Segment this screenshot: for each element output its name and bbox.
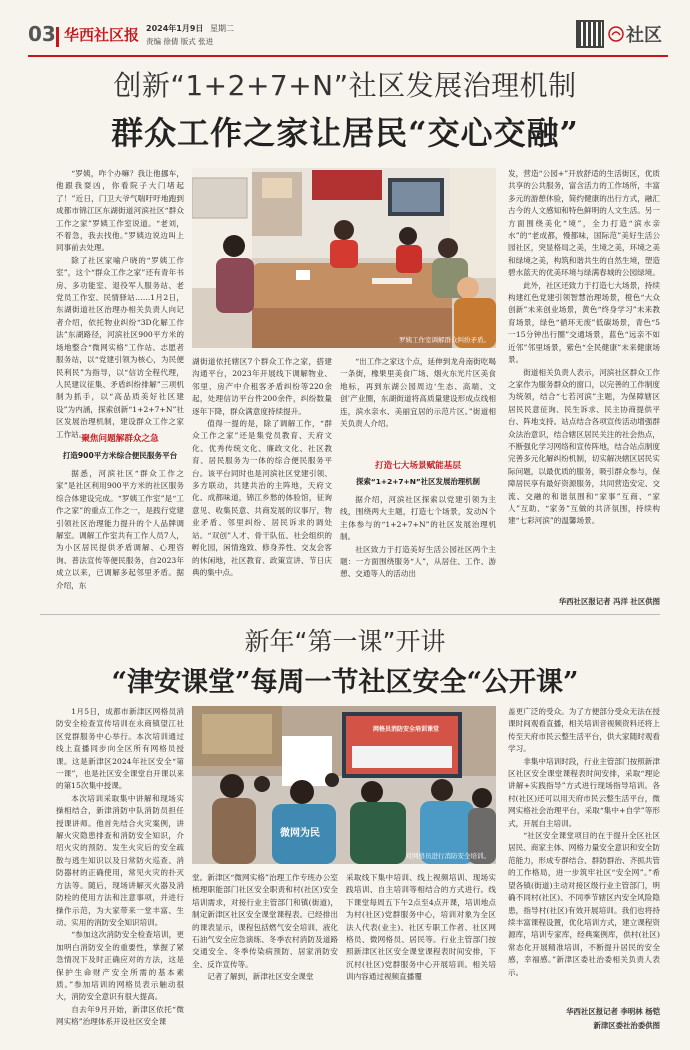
page-number: 03 bbox=[28, 22, 56, 46]
article1-column-1 bbox=[56, 168, 184, 441]
paragraph: 此外，社区还致力于打造七大场景，持续构建红色党建引领智慧治理场景，橙色“大众创新”未来创业场景，黄色“终身学习”未来教育场景，绿色“循环无废”低碳场景，青色“5一15分钟出行圈”交通场景，蓝色“远亲不如近邻”邻里场景，紫色“全民健康”未来健康场景。 bbox=[508, 280, 660, 365]
section-name: 社区 bbox=[626, 25, 662, 46]
paragraph: 除了社区家喻户晓的“罗姨工作室”，这个“群众工作之家”还有青年书房、多功能室、退役军人服务站、老党员工作室、民情驿站……1月2日，东湖街道社区治理办相关负责人向记者介绍，依托物业纠纷“3D化解工作法”东湖路径，河滨社区900平方米的场地整合“微网实格”工作站、志愿者服务站，以“党建引领为核心，为民便民利民”为指导，以“信访全程代理，人民建议征集、矛盾纠纷排解”三项机制为抓手，以“高品质美好社区建设”为内涵，探索创新“1+2+7+N”社区发展治理机制，建设群众工作之家工作站。 bbox=[56, 255, 184, 439]
page-header bbox=[28, 18, 668, 60]
article2-column-1 bbox=[56, 706, 184, 1029]
article2-column-3 bbox=[346, 872, 496, 984]
vest-text: 微网为民 bbox=[280, 828, 320, 839]
paragraph: 堂。新津区“微网实格”治理工作专班办公室梳理职能部门社区安全职责和村(社区)安全培训需求，对接行业主管部门和镇(街道)，制定新津区社区安全课堂课程表。已经排出的课表显示，课程包括燃气安全培训、液化石油气安全应急演练、冬季农村消防及道路交通安全、冬季传染病预防、居家消防安全、反诈宣传等。 bbox=[192, 873, 338, 969]
paragraph: 据介绍，河滨社区探索以党建引领为主线，围绕两大主题，打造七个场景，发动N个主体参与的“1+2+7+N”的社区发展治理机制。 bbox=[340, 495, 496, 542]
article2-headline-main: “津安课堂”每周一节社区安全“公开课” bbox=[111, 667, 579, 698]
paragraph: “参加这次消防安全检查培训，更加明白消防安全的重要性，掌握了紧急情况下及时正确应对的方法，这是保护生命财产安全所需的基本素质。”参加培训的网格员表示触动很大，消防安全意识有很大提高。 bbox=[56, 930, 184, 1002]
paragraph: 非集中培训时段，行业主管部门按照新津区社区安全课堂课程表时间安排，采取“理论讲解+实践指导”方式进行现场指导培训。各村(社区)还可以用天府市民云整生活平台，微网实格社会治理平台，采取“集中+自学”等形式，开展自主培训。 bbox=[508, 756, 660, 828]
qr-code-icon bbox=[576, 20, 604, 48]
article1-headline-main: 群众工作之家让居民“交心交融” bbox=[111, 114, 579, 152]
paragraph: “社区安全课堂项目的在于提升全区社区居民、商家主体、网格力量安全意识和安全防范能力，形成专群结合、群防群治、齐抓共管的工作格局，进一步筑牢社区“安全网”。”希望各镇(街道)主动对接区级行业主管部门，明确不同村(社区)、不同季节辖区内安全风险隐患，指导村(社区)有效开展培训。我们也将持续丰富课程设置，优化培训方式，建立课程资源库，培训专家库，经典案例库，供村(社区)常态化开展精准培训，不断提升居民的安全感，幸福感。”新津区委社治委相关负责人表示。 bbox=[508, 831, 660, 977]
article1-byline: 华西社区报记者 冯洋 社区供图 bbox=[558, 597, 660, 606]
paragraph: “出工作之家这个点，延伸到龙舟南街吃喝一条街，橡果里美食广场、烟火东光片区美食地标，再到东湖公园周边‘生态、高端、文创’产业圈，东湖街道将高质量建设形成点线相连，滨水亲水、美丽宜居的示范片区。”街道相关负责人介绍。 bbox=[340, 357, 496, 429]
article1-subhead-1: 聚焦问题解群众之急 bbox=[81, 434, 159, 444]
editor-line: 责编 徐倩 版式 张进 bbox=[146, 37, 214, 46]
paragraph: “罗姨，咋个办嘛？我让他挪车，他跟我耍凶，你看院子大门堵起了！”近日，门卫大爷气喘吁吁地跑到成都市锦江区东湖街道河滨社区“群众工作之家”罗姨工作室说道。“老刘，不着急，我去找他。”罗姨边说边叫上同事前去处理。 bbox=[56, 169, 184, 253]
paragraph: 值得一提的是，除了调解工作，“群众工作之家”还是集党员教育、天府文化、优秀传统文化、廉政文化、社区教育、居民服务为一体的综合便民服务平台。该平台同时也是河滨社区党建引领、多方联动，共建共治的主阵地，天府文化、成都味道，锦江乡愁的体验馆，征询意见、收集民意、共商发展的议事厅，物业矛盾、邻里纠纷、居民诉求的调处站。“双创”人才、骨干队伍、社会组织的孵化园，闲情逸致、修身养性、交友会客的休闲地，社区教育、政策宣讲、节日庆典的集中点。 bbox=[192, 419, 332, 577]
paragraph: 据悉，河滨社区“群众工作之家”是社区利用900平方米的社区服务综合体建设完成。“罗姨工作室”是“工作之家”的重点工作之一，是践行党建引领社区治理能力提升的个人品牌调解室。调解工作室共有工作人员7人，为小区居民提供矛盾调解、心理咨询、普法宣传等便民服务，自2023年成立以来，已调解多起邻里矛盾。据介绍，东 bbox=[56, 469, 184, 590]
paper-name: 华西社区报 bbox=[64, 26, 140, 44]
paragraph: 采取线下集中培训、线上视频培训、现场实践培训、自主培训等相结合的方式进行。线下课堂每周五下午2点至4点开课，培训地点为村(社区)党群服务中心，培训对象为全区法人代表(业主)、社区专职工作者、社区网格员、微网格员、居民等。行业主管部门按照新津区社区安全课堂课程表时间安排，下沉村(社区)党群服务中心开展培训。相关培训内容通过视频直播覆 bbox=[346, 873, 496, 982]
photo-caption: 对网格员进行消防安全培训。 bbox=[405, 852, 490, 860]
mediation-room-illustration bbox=[192, 168, 496, 348]
article2-photo bbox=[192, 706, 496, 864]
photo-caption: 罗姨工作室调解群众纠纷矛盾。 bbox=[399, 336, 490, 344]
paragraph: 记者了解到，新津社区安全课堂 bbox=[207, 972, 314, 982]
article1-column-3b bbox=[340, 494, 496, 581]
screen-title: 网格员消防安全培训课堂 bbox=[372, 726, 439, 733]
paragraph: 盖更广泛的受众。为了方便部分受众无法在授课时间观看直播，相关培训音视频资料还将上传至天府市民云整生活平台，供大家随时观看学习。 bbox=[508, 707, 660, 754]
section-emblem-icon bbox=[608, 26, 624, 42]
paragraph: 街道相关负责人表示，河滨社区群众工作之家作为服务群众的窗口，以完善的工作制度为统领，结合“七若河滨”主题，为保障辖区居民民意征询、民生诉求、民主协商提供平台、阵地支持。站点结合各项宣传活动增强群众法治意识，结合辖区居民关注的社会热点，不断强化学习网络和宣传阵地，结合站点制度完善多元化解纠纷机制，切实解决辖区居民实际问题，以最优质的服务，吸引群众参与，保障居民享有最好资源服务，共同营造安定、交流、交融的和谐氛围和“家事”互商、“家人”互助、“家务”互做的共济氛围，持续构建“七彩河滨”的温馨场景。 bbox=[508, 367, 660, 526]
paragraph: 本次培训采取集中讲解和现场实操相结合，新津消防中队消防员担任授课讲师。他首先结合火灾案例，讲解火灾隐患排查和消防安全知识，介绍火灾的预防、发生火灾后的安全疏散与逃生知识以及日常防火巡查、消防器材的正确使用，常见火灾的扑灭方法等。随后，现场讲解灭火器及消防栓的使用方法和注意事项，并进行操作示范，为大家带来一堂丰富、生动、实用的消防安全知识培训。 bbox=[56, 793, 184, 927]
article2-column-4 bbox=[508, 706, 660, 979]
paragraph: 自去年9月开始，新津区依托“微网实格”治理体系开设社区安全课 bbox=[56, 1004, 184, 1027]
page-number-bar bbox=[56, 27, 59, 47]
article1-column-3 bbox=[340, 356, 496, 430]
header-rule bbox=[28, 55, 668, 57]
article2-column-2 bbox=[192, 872, 338, 984]
article1-photo bbox=[192, 168, 496, 348]
article2-byline-2: 新津区委社治委供图 bbox=[593, 1021, 660, 1030]
article1-subhead-4: 探索“1+2+7+N”社区发展治理机制 bbox=[356, 477, 480, 486]
paragraph: 湖街道依托辖区7个群众工作之家，搭建沟通平台，2023年开展线下调解物业、邻里、房产中介租客矛盾纠纷等220余起，处理信访平台件200余件，纠纷数量逐年下降，群众满意度持续提升。 bbox=[192, 357, 332, 416]
paragraph: 1月5日，成都市新津区网格员消防安全检查宣传培训在永商镇望江社区党群服务中心举行。本次培训通过线上直播同步向全区所有网格员授课。这是新津区2024年社区安全“第一课”，也是社区安全课堂自开课以来的第15次集中授课。 bbox=[56, 707, 184, 791]
article1-subhead-3: 打造七大场景赋能基层 bbox=[375, 461, 461, 471]
paragraph: 社区致力于打造美好生活公园社区两个主题：一方面围绕服务“人”，从居住、工作、游憩、交通等人的活动出 bbox=[340, 544, 496, 579]
weekday-text: 星期二 bbox=[209, 24, 234, 33]
article1-headline-top: 创新“1+2+7+N”社区发展治理机制 bbox=[113, 69, 577, 102]
article1-subhead-2: 打造900平方米综合便民服务平台 bbox=[62, 451, 178, 460]
article1-column-1b bbox=[56, 468, 184, 592]
article1-column-4 bbox=[508, 168, 660, 528]
date-text: 2024年1月9日 bbox=[146, 24, 204, 33]
paragraph: 发，营造“公园+”开放舒适的生活街区，优质共享的公共服务，富含活力的工作场所，丰富多元的游憩休验，简约健康的出行方式，融汇古今的人文感知和特色鲜明的人文生活。另一方面围绕美化“境”，全力打造“滨水亲水”的“老成都，慢都味，国际范”美好生活公园社区，突显格局之美，生境之美，环境之美和绿境之美，构筑和谐共生的自然生境，塑造碧水蓝天的优美环境与绿满春城的公园绿境。 bbox=[508, 169, 660, 278]
issue-date bbox=[146, 23, 234, 34]
section-divider bbox=[40, 614, 660, 615]
article2-byline-1: 华西社区报记者 李明林 杨铠 bbox=[566, 1007, 660, 1016]
article2-headline-top: 新年“第一课”开讲 bbox=[244, 627, 446, 656]
article1-column-2 bbox=[192, 356, 332, 579]
